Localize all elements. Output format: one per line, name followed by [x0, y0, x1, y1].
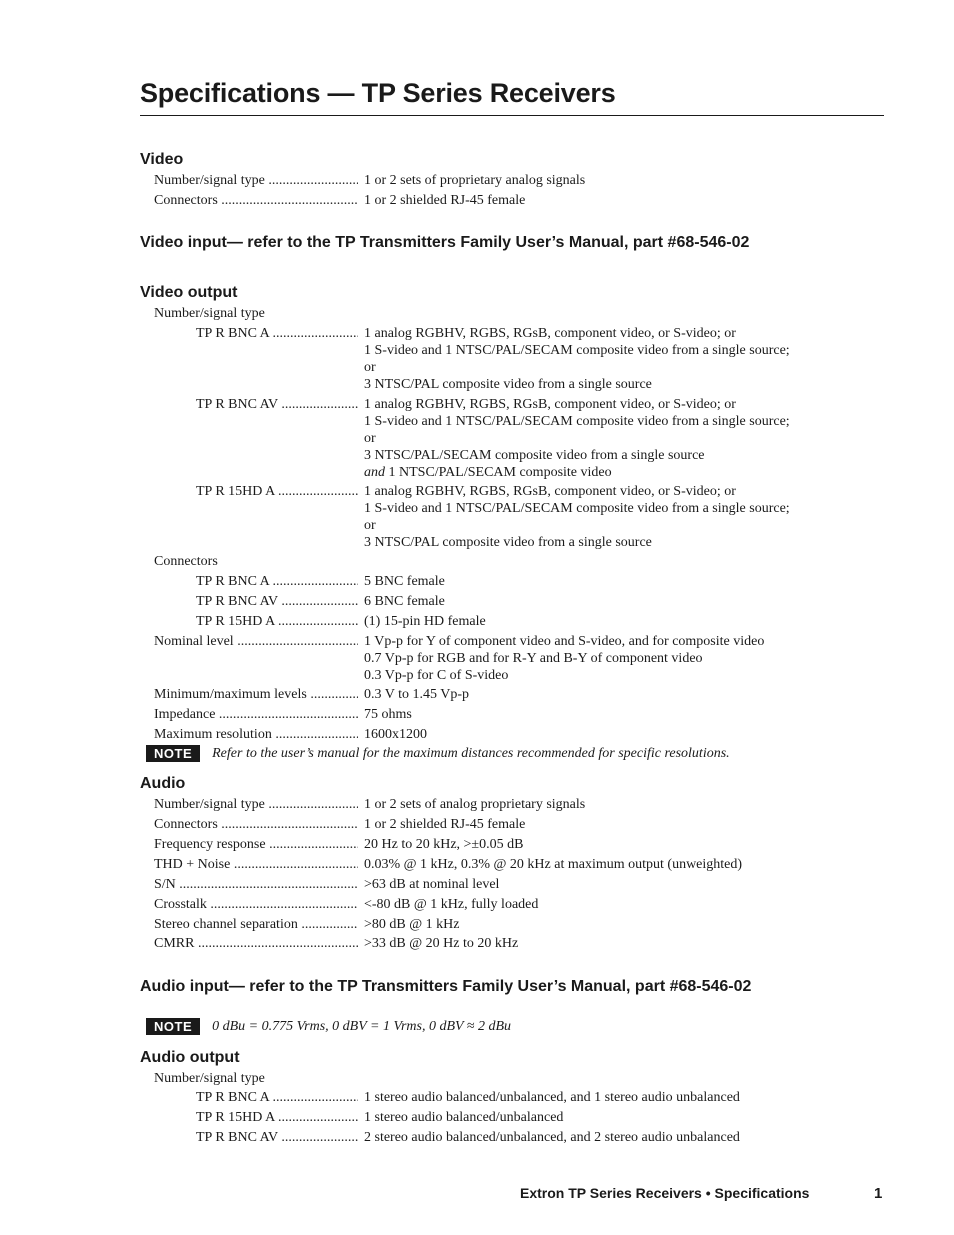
spec-label: TP R BNC A .....	[196, 1089, 358, 1106]
spec-value: 1 Vp-p for Y of component video and S-video, and for composite video 0.7 Vp-p for RGB and for R-Y and B-Y of component video 0.3 Vp-p for C of S-video	[364, 634, 765, 683]
spec-label: Number/signal type .....	[154, 796, 358, 813]
spec-value: >80 dB @ 1 kHz	[364, 917, 460, 932]
spec-value: >33 dB @ 20 Hz to 20 kHz	[364, 936, 519, 951]
note-video-output	[146, 745, 730, 762]
spec-label: TP R BNC AV .....	[196, 593, 358, 610]
spec-label: Connectors .....	[154, 816, 358, 833]
spec-value: 1 or 2 sets of analog proprietary signals	[364, 797, 586, 812]
note-text: Refer to the user’s manual for the maximum distances recommended for specific resolutions.	[212, 745, 730, 761]
spec-value: 1 stereo audio balanced/unbalanced	[364, 1110, 564, 1125]
spec-label: Nominal level .....	[154, 633, 358, 650]
spec-value: 1 or 2 shielded RJ-45 female	[364, 193, 526, 208]
title-rule	[140, 115, 884, 116]
spec-value: 5 BNC female	[364, 574, 445, 589]
spec-value: 1 or 2 sets of proprietary analog signals	[364, 173, 586, 188]
note-badge: NOTE	[146, 1018, 200, 1035]
spec-label: Maximum resolution .....	[154, 726, 358, 743]
note-badge: NOTE	[146, 745, 200, 762]
spec-value: 1 or 2 shielded RJ-45 female	[364, 817, 526, 832]
spec-label: TP R 15HD A .....	[196, 1109, 358, 1126]
spec-value: 0.03% @ 1 kHz, 0.3% @ 20 kHz at maximum output (unweighted)	[364, 857, 743, 872]
spec-value: >63 dB at nominal level	[364, 877, 500, 892]
footer-text: Extron TP Series Receivers • Specifications	[520, 1185, 810, 1201]
spec-value-tail: 1 NTSC/PAL/SECAM composite video	[385, 465, 612, 480]
spec-value	[364, 396, 844, 481]
spec-value: 6 BNC female	[364, 594, 445, 609]
section-heading-audio: Audio	[140, 775, 186, 792]
spec-label: Connectors	[154, 554, 218, 569]
section-heading-audio-input: Audio input— refer to the TP Transmitters Family User’s Manual, part #68-546-02	[140, 978, 752, 995]
spec-label: TP R 15HD A .....	[196, 613, 358, 630]
spec-label: TP R BNC A .....	[196, 573, 358, 590]
spec-value: (1) 15-pin HD female	[364, 614, 486, 629]
spec-label: S/N .....	[154, 876, 358, 893]
section-heading-audio-output: Audio output	[140, 1049, 240, 1066]
spec-label: THD + Noise .....	[154, 856, 358, 873]
page-number: 1	[874, 1185, 883, 1202]
spec-value: 0.3 V to 1.45 Vp-p	[364, 687, 470, 702]
spec-label: Stereo channel separation .....	[154, 916, 358, 933]
spec-value: 1600x1200	[364, 727, 427, 742]
spec-value: <-80 dB @ 1 kHz, fully loaded	[364, 897, 539, 912]
spec-value: 1 analog RGBHV, RGBS, RGsB, component video, or S-video; or 1 S-video and 1 NTSC/PAL/SECAM composite video from a single source; or 3 NTSC/PAL composite video from a single source	[364, 326, 790, 392]
spec-label: Number/signal type	[154, 1071, 265, 1086]
spec-value: 20 Hz to 20 kHz, >±0.05 dB	[364, 837, 524, 852]
spec-label: Minimum/maximum levels .....	[154, 686, 358, 703]
spec-label: TP R 15HD A .....	[196, 483, 358, 500]
spec-label: Crosstalk .....	[154, 896, 358, 913]
spec-value: 1 stereo audio balanced/unbalanced, and 1 stereo audio unbalanced	[364, 1090, 740, 1105]
spec-label: TP R BNC AV .....	[196, 396, 358, 413]
section-heading-video-input: Video input— refer to the TP Transmitters Family User’s Manual, part #68-546-02	[140, 234, 750, 251]
section-heading-video-output: Video output	[140, 284, 238, 301]
spec-value: 75 ohms	[364, 707, 412, 722]
spec-label: Number/signal type .....	[154, 172, 358, 189]
spec-value: 2 stereo audio balanced/unbalanced, and 2 stereo audio unbalanced	[364, 1130, 740, 1145]
note-audio-input	[146, 1018, 511, 1035]
spec-label: Number/signal type	[154, 306, 265, 321]
spec-label: CMRR .....	[154, 935, 358, 952]
spec-label: Frequency response .....	[154, 836, 358, 853]
spec-value: 1 analog RGBHV, RGBS, RGsB, component video, or S-video; or 1 S-video and 1 NTSC/PAL/SECAM composite video from a single source; or 3 NTSC/PAL composite video from a single source	[364, 484, 790, 550]
section-heading-video: Video	[140, 151, 184, 168]
spec-value-main: 1 analog RGBHV, RGBS, RGsB, component video, or S-video; or 1 S-video and 1 NTSC/PAL/SECAM composite video from a single source; or 3 NTSC/PAL/SECAM composite video from a single source	[364, 397, 790, 463]
note-text: 0 dBu = 0.775 Vrms, 0 dBV = 1 Vrms, 0 dBV ≈ 2 dBu	[212, 1018, 512, 1034]
page-title: Specifications — TP Series Receivers	[140, 78, 616, 108]
spec-label: Impedance .....	[154, 706, 358, 723]
spec-label: TP R BNC AV .....	[196, 1129, 358, 1146]
spec-value-and: and	[364, 465, 385, 480]
spec-label: Connectors .....	[154, 192, 358, 209]
spec-label: TP R BNC A .....	[196, 325, 358, 342]
